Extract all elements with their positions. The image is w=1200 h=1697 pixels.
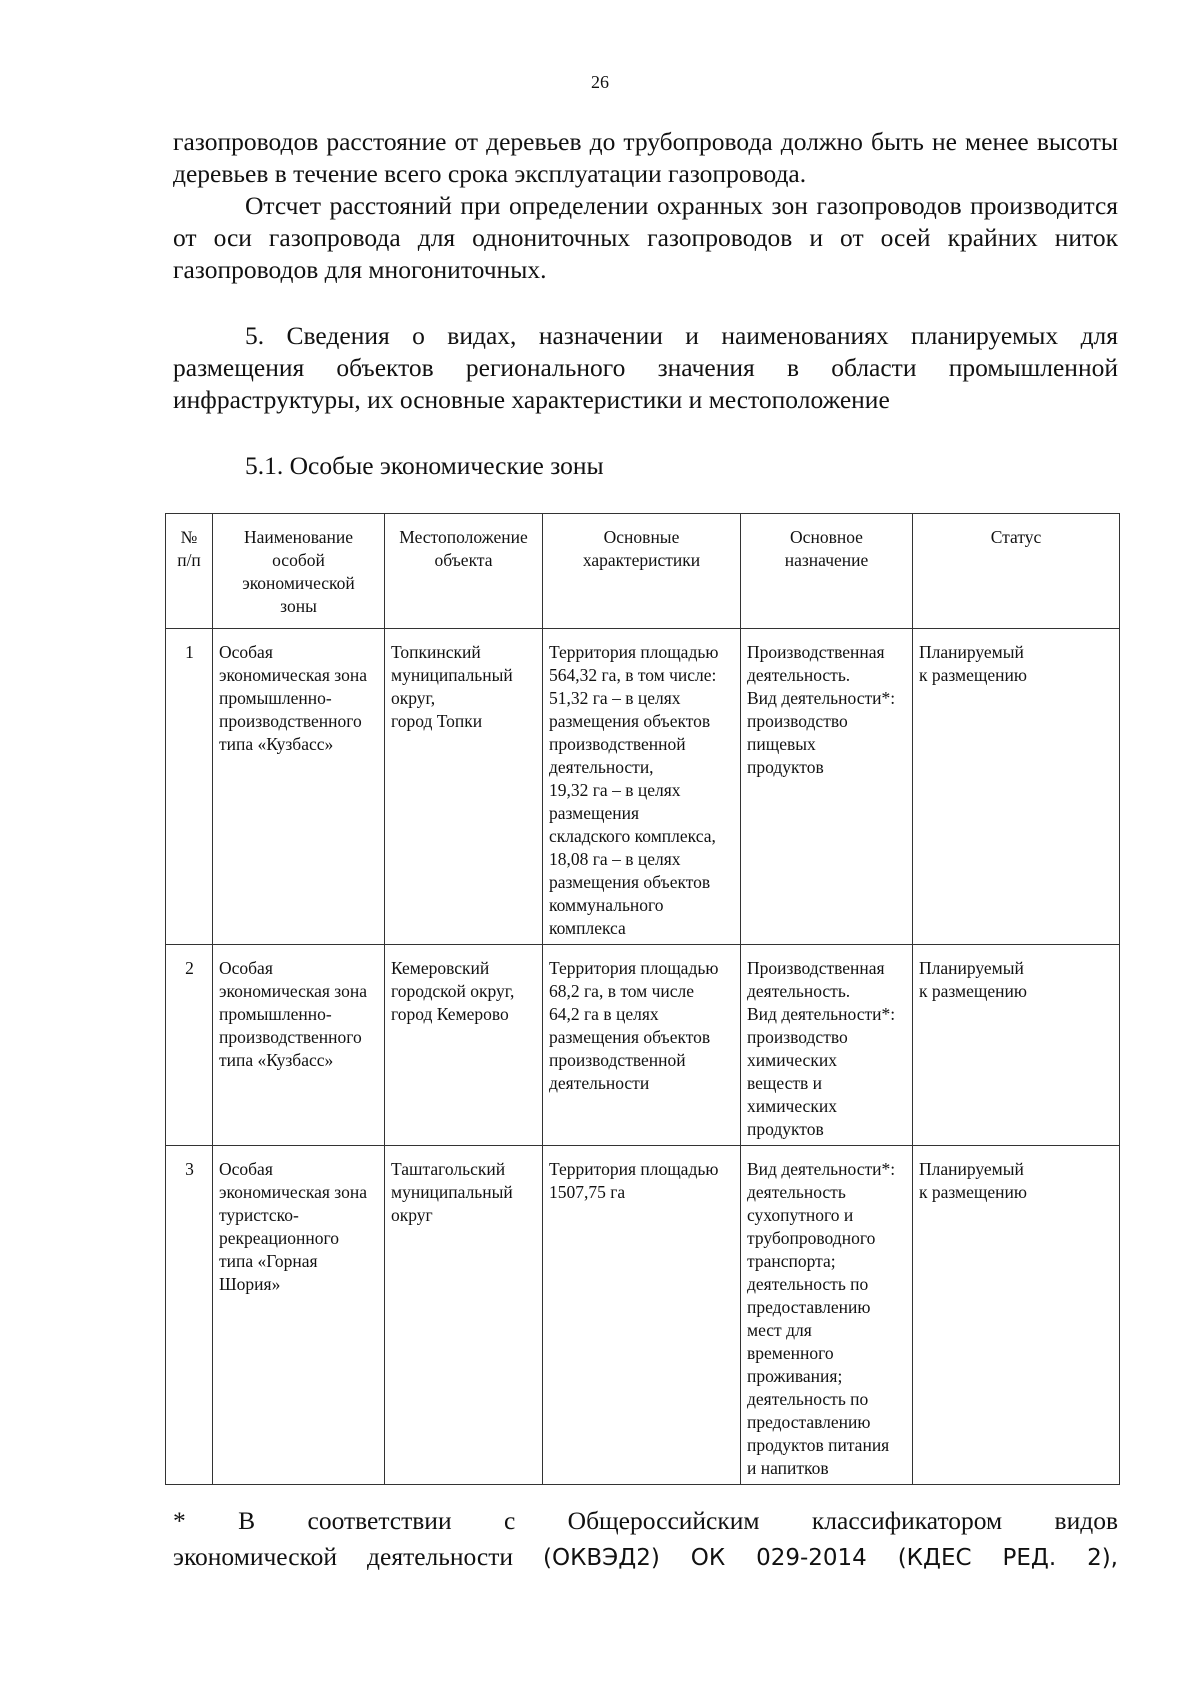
cell-text-line: 68,2 га, в том числе: [549, 981, 695, 1001]
cell-text-line: промышленно-: [219, 688, 332, 708]
cell-text-line: п/п: [177, 550, 201, 570]
cell-text-line: Наименование: [243, 527, 354, 547]
table-row: [166, 945, 1120, 1146]
cell-text-line: Таштагольский: [391, 1159, 506, 1179]
cell-number: 1: [166, 629, 213, 945]
cell-text-line: Территория площадью: [549, 642, 719, 662]
page-number: 26: [591, 72, 609, 92]
cell-text-line: рекреационного: [219, 1228, 339, 1248]
cell-text-line: Территория площадью: [549, 1159, 719, 1179]
cell-zone-name: [213, 1146, 385, 1485]
cell-text-line: городской округ,: [391, 981, 515, 1001]
cell-text-line: Шория»: [219, 1274, 281, 1294]
cell-text-line: производственной: [549, 1050, 686, 1070]
header-characteristics: [543, 514, 741, 629]
cell-text-line: Особая: [219, 1159, 273, 1179]
cell-text-line: к размещению: [919, 665, 1027, 685]
cell-text-line: 18,08 га – в целях: [549, 849, 681, 869]
cell-text-line: производство: [747, 711, 848, 731]
cell-text-line: экономическая зона: [219, 665, 367, 685]
header-number: [166, 514, 213, 629]
paragraph-distance-reference: Отсчет расстояний при определении охранных зон газопроводов производится от оси газопровода для однониточных газопроводов и от осей крайних ниток газопроводов для многониточных.: [173, 191, 1118, 284]
cell-text-line: 19,32 га – в целях: [549, 780, 681, 800]
cell-text-line: промышленно-: [219, 1004, 332, 1024]
cell-text-line: объекта: [434, 550, 493, 570]
footnote-line-2-text: экономической деятельности: [173, 1542, 543, 1571]
cell-text-line: Территория площадью: [549, 958, 719, 978]
body-paragraphs: [173, 126, 1118, 286]
cell-text-line: производственного: [219, 1027, 362, 1047]
cell-text-line: типа «Горная: [219, 1251, 318, 1271]
cell-text-line: экономическая зона: [219, 1182, 367, 1202]
cell-text-line: предоставлению: [747, 1297, 871, 1317]
cell-text-line: сухопутного и: [747, 1205, 854, 1225]
cell-location: [385, 629, 543, 945]
cell-text-line: город Топки: [391, 711, 483, 731]
cell-number: 3: [166, 1146, 213, 1485]
cell-text-line: Производственная: [747, 642, 885, 662]
cell-text-line: к размещению: [919, 981, 1027, 1001]
cell-text-line: деятельность: [747, 1182, 846, 1202]
cell-text-line: типа «Кузбасс»: [219, 734, 334, 754]
cell-text-line: город Кемерово: [391, 1004, 509, 1024]
cell-text-line: транспорта;: [747, 1251, 836, 1271]
cell-status: [913, 629, 1120, 945]
cell-text-line: Производственная: [747, 958, 885, 978]
cell-text-line: Основные: [603, 527, 680, 547]
cell-number: 2: [166, 945, 213, 1146]
header-location: [385, 514, 543, 629]
cell-text-line: складского комплекса,: [549, 826, 716, 846]
cell-text-line: деятельность.: [747, 981, 851, 1001]
cell-text-line: размещения: [549, 803, 640, 823]
cell-text-line: деятельность.: [747, 665, 851, 685]
cell-text-line: №: [180, 527, 198, 547]
cell-text-line: производственного: [219, 711, 362, 731]
cell-text-line: деятельности,: [549, 757, 654, 777]
cell-text-line: веществ и: [747, 1073, 823, 1093]
cell-text-line: экономическая зона: [219, 981, 367, 1001]
cell-status: [913, 1146, 1120, 1485]
cell-text-line: зоны: [280, 596, 317, 616]
cell-text-line: муниципальный: [391, 1182, 513, 1202]
table-header-row: [166, 514, 1120, 629]
cell-text-line: туристско-: [219, 1205, 299, 1225]
cell-text-line: Топкинский: [391, 642, 481, 662]
cell-text-line: комплекса: [549, 918, 626, 938]
cell-zone-name: [213, 629, 385, 945]
cell-status: [913, 945, 1120, 1146]
cell-text-line: Кемеровский: [391, 958, 490, 978]
header-purpose: [741, 514, 913, 629]
cell-text-line: деятельности: [549, 1073, 650, 1093]
cell-text-line: к размещению: [919, 1182, 1027, 1202]
cell-text-line: 64,2 га в целях: [549, 1004, 659, 1024]
cell-text-line: 1507,75 га: [549, 1182, 626, 1202]
cell-text-line: характеристики: [582, 550, 701, 570]
cell-text-line: Статус: [990, 527, 1042, 547]
cell-zone-name: [213, 945, 385, 1146]
cell-text-line: и напитков: [747, 1458, 829, 1478]
section-5-heading-block: [173, 320, 1118, 416]
section-5-heading: 5. Сведения о видах, назначении и наименованиях планируемых для размещения объектов регионального значения в области промышленной инфраструктуры, их основные характеристики и местоположение: [173, 321, 1118, 414]
cell-text-line: назначение: [784, 550, 869, 570]
cell-text-line: химических: [747, 1096, 837, 1116]
cell-text-line: деятельность по: [747, 1274, 869, 1294]
cell-text-line: особой: [272, 550, 325, 570]
cell-text-line: муниципальный: [391, 665, 513, 685]
cell-text-line: трубопроводного: [747, 1228, 876, 1248]
table-row: [166, 629, 1120, 945]
cell-text-line: пищевых: [747, 734, 816, 754]
cell-text-line: Планируемый: [919, 958, 1024, 978]
cell-text-line: коммунального: [549, 895, 664, 915]
cell-text-line: временного: [747, 1343, 834, 1363]
cell-text-line: проживания;: [747, 1366, 843, 1386]
cell-purpose: [741, 945, 913, 1146]
cell-location: [385, 1146, 543, 1485]
cell-text-line: продуктов: [747, 1119, 824, 1139]
cell-text-line: типа «Кузбасс»: [219, 1050, 334, 1070]
cell-text-line: продуктов питания: [747, 1435, 890, 1455]
cell-text-line: Планируемый: [919, 642, 1024, 662]
cell-location: [385, 945, 543, 1146]
cell-text-line: округ,: [391, 688, 436, 708]
footnote-line-1: * В соответствии с Общероссийским классификатором видов: [173, 1506, 1118, 1535]
cell-text-line: размещения объектов: [549, 711, 711, 731]
economic-zones-table: [165, 513, 1120, 1485]
cell-text-line: Вид деятельности*:: [747, 688, 896, 708]
cell-text-line: размещения объектов: [549, 872, 711, 892]
cell-text-line: производство: [747, 1027, 848, 1047]
cell-text-line: деятельность по: [747, 1389, 869, 1409]
cell-purpose: [741, 1146, 913, 1485]
cell-characteristics: [543, 945, 741, 1146]
cell-text-line: Особая: [219, 958, 273, 978]
paragraph-continuation: газопроводов расстояние от деревьев до трубопровода должно быть не менее высоты деревьев в течение всего срока эксплуатации газопровода.: [173, 127, 1118, 188]
cell-characteristics: [543, 629, 741, 945]
header-zone-name: [213, 514, 385, 629]
cell-text-line: Планируемый: [919, 1159, 1024, 1179]
footnote-line-2: [173, 1539, 1118, 1576]
section-5-1-heading: 5.1. Особые экономические зоны: [245, 451, 604, 480]
cell-characteristics: [543, 1146, 741, 1485]
cell-text-line: Основное: [790, 527, 863, 547]
okved-code: (ОКВЭД2) ОК 029-2014 (КДЕС РЕД. 2),: [543, 1545, 1118, 1571]
cell-text-line: 51,32 га – в целях: [549, 688, 681, 708]
cell-text-line: химических: [747, 1050, 837, 1070]
table-row: [166, 1146, 1120, 1485]
cell-text-line: размещения объектов: [549, 1027, 711, 1047]
cell-text-line: производственной: [549, 734, 686, 754]
cell-text-line: 564,32 га, в том числе:: [549, 665, 717, 685]
cell-text-line: Особая: [219, 642, 273, 662]
cell-text-line: Вид деятельности*:: [747, 1159, 896, 1179]
cell-text-line: продуктов: [747, 757, 824, 777]
cell-text-line: округ: [391, 1205, 433, 1225]
footnote: [173, 1503, 1118, 1576]
cell-text-line: Местоположение: [399, 527, 528, 547]
cell-text-line: предоставлению: [747, 1412, 871, 1432]
cell-purpose: [741, 629, 913, 945]
cell-text-line: экономической: [242, 573, 355, 593]
header-status: [913, 514, 1120, 629]
cell-text-line: мест для: [747, 1320, 812, 1340]
cell-text-line: Вид деятельности*:: [747, 1004, 896, 1024]
